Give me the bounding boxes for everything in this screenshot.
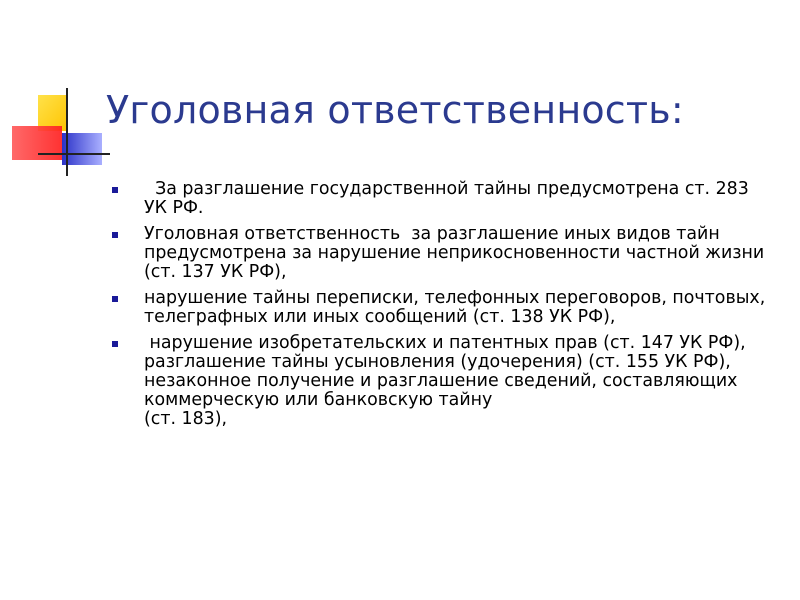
bullet-item-3 [108, 289, 776, 327]
deco-yellow-square [38, 95, 68, 131]
bullet-item-1 [108, 180, 776, 218]
bullet-item-4 [108, 334, 776, 429]
bullet-text-2: Уголовная ответственность за разглашение иных видов тайн предусмотрена за нарушение неприкосновенности частной жизни (ст. 137 УК РФ), [144, 224, 770, 282]
bullet-square-icon [112, 341, 118, 347]
bullet-square-icon [112, 296, 118, 302]
bullet-list [108, 180, 776, 429]
bullet-text-3: нарушение тайны переписки, телефонных переговоров, почтовых, телеграфных или иных сообщений (ст. 138 УК РФ), [144, 288, 771, 327]
slide-content [108, 180, 776, 436]
bullet-square-icon [112, 232, 118, 238]
bullet-item-2 [108, 225, 776, 282]
bullet-square-icon [112, 187, 118, 193]
bullet-text-1: За разглашение государственной тайны предусмотрена ст. 283 УК РФ. [144, 179, 755, 218]
bullet-text-4: нарушение изобретательских и патентных прав (ст. 147 УК РФ), разглашение тайны усыновления (удочерения) (ст. 155 УК РФ), незаконное получение и разглашение сведений, составляющих коммерческую или банковскую тайну (ст. 183), [144, 333, 746, 429]
corner-decoration [0, 0, 120, 190]
slide-title: Уголовная ответственность: [106, 88, 684, 132]
